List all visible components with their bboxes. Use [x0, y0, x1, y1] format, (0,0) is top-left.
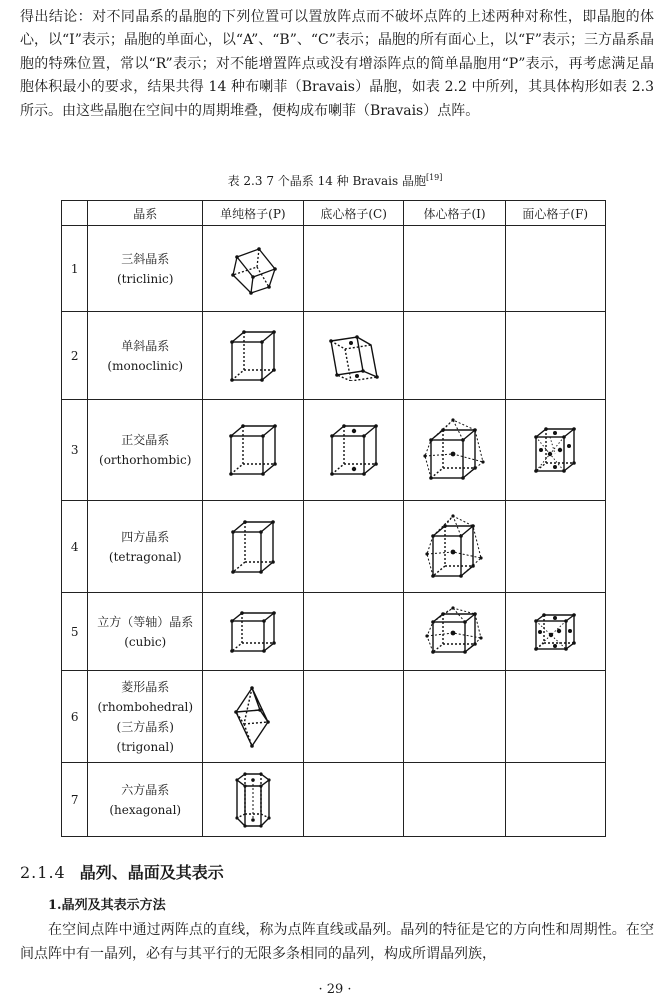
empty-cell: [303, 763, 404, 837]
empty-cell: [404, 312, 505, 400]
crystal-system: [88, 226, 202, 312]
row-number: 6: [62, 671, 88, 763]
lattice-orthorhombic-c: [303, 400, 404, 501]
empty-cell: [404, 763, 505, 837]
subsection-heading: 1.晶列及其表示方法: [48, 898, 166, 913]
table-row: [62, 226, 606, 312]
header-face-centered: 面心格子(F): [505, 201, 606, 226]
table-row: [62, 593, 606, 671]
empty-cell: [303, 501, 404, 593]
lattice-hexagonal-p: [202, 763, 303, 837]
empty-cell: [303, 671, 404, 763]
empty-cell: [505, 501, 606, 593]
lattice-monoclinic-p: [202, 312, 303, 400]
empty-cell: [303, 593, 404, 671]
system-name-en: (orthorhombic): [99, 453, 192, 467]
lattice-cubic-i: [404, 593, 505, 671]
row-number: 3: [62, 400, 88, 501]
crystal-system: [88, 763, 202, 837]
bravais-lattice-table: [61, 200, 606, 837]
lattice-tetragonal-p: [202, 501, 303, 593]
system-name-cn: 六方晶系: [121, 782, 170, 797]
empty-cell: [505, 226, 606, 312]
system-name-en: (tetragonal): [108, 549, 182, 564]
empty-cell: [404, 226, 505, 312]
system-name-cn: 正交晶系: [121, 433, 170, 447]
system-name-cn: 四方晶系: [121, 529, 170, 544]
system-name-cn: 单斜晶系: [121, 338, 170, 353]
table-caption-text: 表 2.3 7 个晶系 14 种 Bravais 晶胞: [227, 174, 426, 188]
lattice-tetragonal-i: [404, 501, 505, 593]
lattice-cubic-f: [505, 593, 606, 671]
header-body-centered: 体心格子(I): [404, 201, 505, 226]
empty-cell: [303, 226, 404, 312]
table-row: [62, 312, 606, 400]
section-title: 晶列、晶面及其表示: [79, 863, 224, 882]
crystal-system: [88, 312, 202, 400]
row-number: 7: [62, 763, 88, 837]
table-row: [62, 763, 606, 837]
system-name-cn: 立方（等轴）晶系: [97, 614, 194, 629]
row-number: 4: [62, 501, 88, 593]
crystal-system: [88, 593, 202, 671]
header-primitive: 单纯格子(P): [202, 201, 303, 226]
lattice-triclinic-p: [202, 226, 303, 312]
section-number: 2.1.4: [20, 863, 66, 882]
section-heading: [20, 860, 224, 883]
lattice-cubic-p: [202, 593, 303, 671]
lattice-orthorhombic-i: [404, 400, 505, 501]
table-caption: [0, 172, 670, 189]
crystal-system: [88, 400, 202, 501]
row-number: 2: [62, 312, 88, 400]
lattice-monoclinic-c: [303, 312, 404, 400]
header-system: 晶系: [88, 201, 202, 226]
empty-cell: [505, 671, 606, 763]
header-base-centered: 底心格子(C): [303, 201, 404, 226]
system-name-cn-alt: (三方晶系): [116, 719, 174, 734]
empty-cell: [505, 763, 606, 837]
lattice-orthorhombic-p: [202, 400, 303, 501]
header-num: [62, 201, 88, 226]
system-name-en: (monoclinic): [107, 358, 184, 373]
table-caption-ref: [19]: [425, 173, 443, 182]
crystal-system: [88, 501, 202, 593]
row-number: 5: [62, 593, 88, 671]
table-header-row: [62, 201, 606, 226]
system-name-en-alt: (trigonal): [116, 739, 174, 754]
system-name-cn: 三斜晶系: [121, 251, 170, 266]
page-number: · 29 ·: [318, 982, 352, 997]
empty-cell: [404, 671, 505, 763]
table-row: [62, 671, 606, 763]
system-name-cn: 菱形晶系: [121, 679, 170, 694]
lattice-rhombohedral-r: [202, 671, 303, 763]
system-name-en: (triclinic): [117, 271, 174, 286]
row-number: 1: [62, 226, 88, 312]
system-name-en: (hexagonal): [109, 802, 182, 817]
intro-paragraph: 得出结论：对不同晶系的晶胞的下列位置可以置放阵点而不破坏点阵的上述两种对称性，即晶胞的体心，以“I”表示；晶胞的单面心，以“A”、“B”、“C”表示；晶胞的所有面心上，以“F”表示；三方晶系晶胞的特殊位置，常以“R”表示；对不能增置阵点或没有增添阵点的简单晶胞用“P”表示，再考虑满足晶胞体积最小的要求，结果共得 14 种布喇菲（Bravais）晶胞，如表 2.2 中所列，其具体构形如表 2.3 所示。由这些晶胞在空间中的周期堆叠，便构成布喇菲（Bravais）点阵。: [20, 9, 654, 119]
crystal-system: [88, 671, 202, 763]
table-row: [62, 501, 606, 593]
table-row: [62, 400, 606, 501]
system-name-en: (rhombohedral): [97, 699, 194, 714]
lattice-orthorhombic-f: [505, 400, 606, 501]
body-paragraph: 在空间点阵中通过两阵点的直线，称为点阵直线或晶列。晶列的特征是它的方向性和周期性。在空间点阵中有一晶列，必有与其平行的无限多条相同的晶列，构成所谓晶列族，: [20, 922, 654, 962]
empty-cell: [505, 312, 606, 400]
system-name-en: (cubic): [124, 634, 167, 649]
